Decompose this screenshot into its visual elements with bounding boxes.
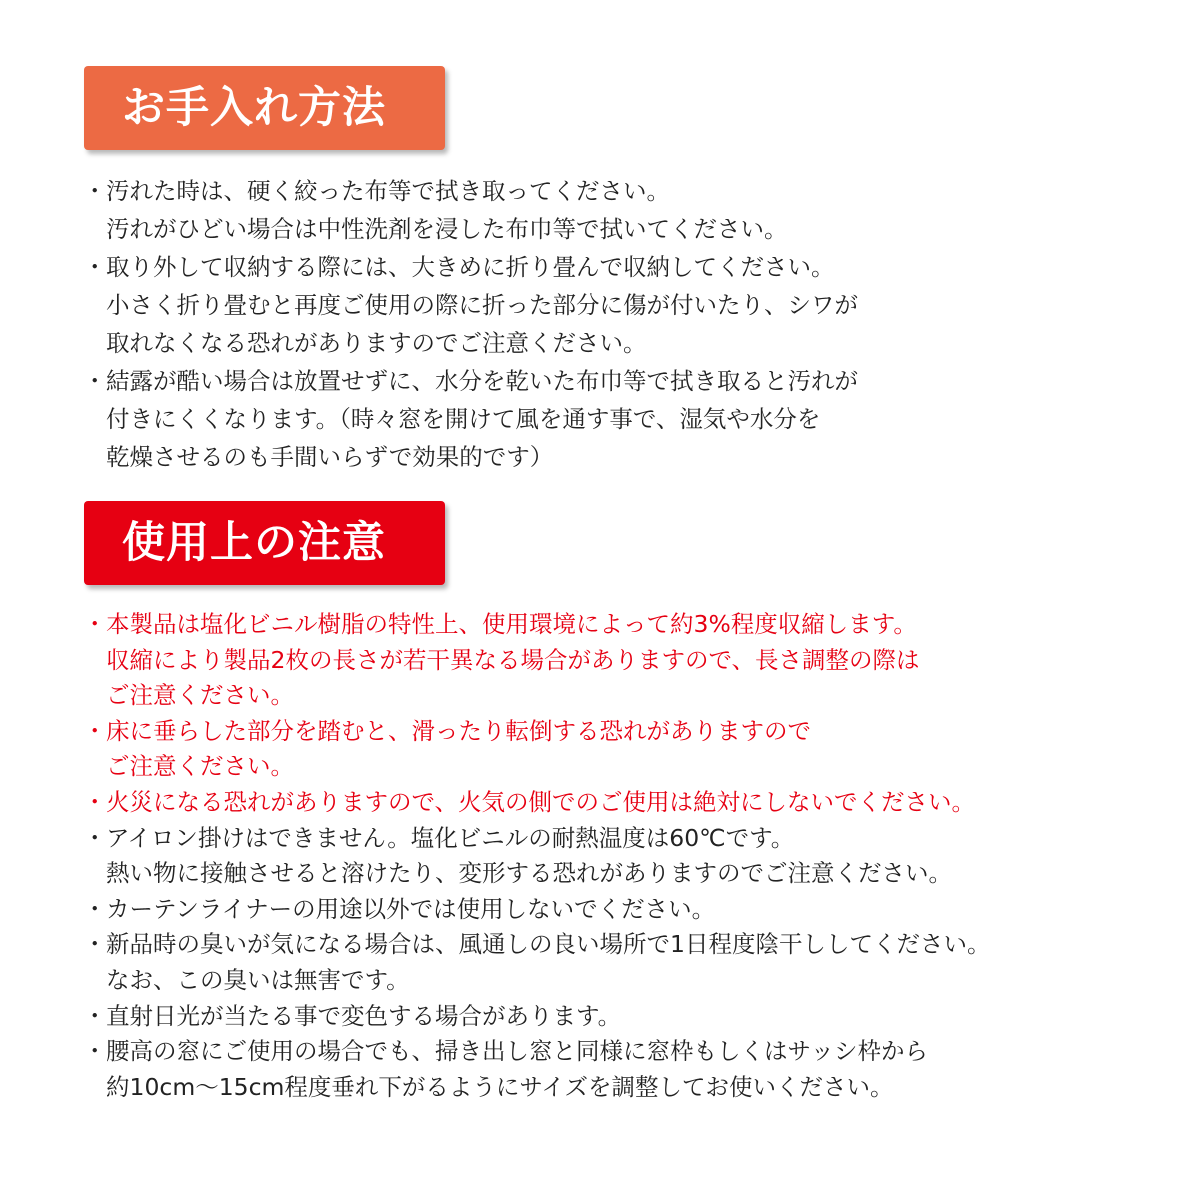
bullet-mark: ・ [83,894,107,923]
caution-item-line: 約10cm〜15cm程度垂れ下がるようにサイズを調整してお使いください。 [106,1072,894,1101]
care-item-line: 取れなくなる恐れがありますのでご注意ください。 [106,329,647,357]
care-item-line: 付きにくくなります。（時々窓を開けて風を通す事で、湿気や水分を [106,405,821,433]
caution-item [80,892,990,928]
caution-item [80,999,990,1035]
care-instructions-heading: お手入れ方法 [84,66,445,150]
bullet-mark: ・ [83,716,107,745]
care-item-line: 汚れた時は、硬く絞った布等で拭き取ってください。 [106,177,670,205]
usage-cautions-heading: 使用上の注意 [84,501,445,585]
caution-item-line: 腰高の窓にご使用の場合でも、掃き出し窓と同様に窓枠もしくはサッシ枠から [106,1037,929,1066]
bullet-mark: ・ [83,823,107,852]
bullet-mark: ・ [83,253,107,281]
caution-item-line: ご注意ください。 [106,752,294,781]
caution-item-line: 本製品は塩化ビニル樹脂の特性上、使用環境によって約3%程度収縮します。 [106,610,917,638]
caution-item-line: 熱い物に接触させると溶けたり、変形する恐れがありますのでご注意ください。 [106,859,952,888]
bullet-mark: ・ [83,610,107,638]
caution-item [80,607,990,714]
caution-item [80,785,990,821]
caution-item [80,714,990,785]
caution-item [80,821,990,892]
caution-item-line: なお、この臭いは無害です。 [106,965,410,994]
caution-item-line: 床に垂らした部分を踏むと、滑ったり転倒する恐れがありますので [106,716,811,745]
care-instructions-list [80,172,858,476]
usage-cautions-list [80,607,990,1105]
bullet-mark: ・ [83,930,107,959]
caution-item-line: 新品時の臭いが気になる場合は、風通しの良い場所で1日程度陰干ししてください。 [106,930,991,959]
bullet-mark: ・ [83,1001,107,1030]
caution-item-line: 直射日光が当たる事で変色する場合があります。 [106,1001,622,1030]
care-item [80,172,858,248]
caution-item-line: ご注意ください。 [106,681,294,710]
care-item [80,248,858,362]
care-item-line: 汚れがひどい場合は中性洗剤を浸した布巾等で拭いてください。 [106,215,788,243]
care-item [80,362,858,476]
care-item-line: 乾燥させるのも手間いらずで効果的です） [106,443,554,471]
bullet-mark: ・ [83,177,107,205]
bullet-mark: ・ [83,787,107,816]
caution-item [80,1034,990,1105]
caution-item-line: 収縮により製品2枚の長さが若干異なる場合がありますので、長さ調整の際は [106,645,920,674]
caution-item-line: カーテンライナーの用途以外では使用しないでください。 [106,894,716,923]
care-item-line: 取り外して収納する際には、大きめに折り畳んで収納してください。 [106,253,835,281]
care-item-line: 小さく折り畳むと再度ご使用の際に折った部分に傷が付いたり、シワが [106,291,858,319]
caution-item [80,927,990,998]
caution-item-line: 火災になる恐れがありますので、火気の側でのご使用は絶対にしないでください。 [106,787,976,816]
care-item-line: 結露が酷い場合は放置せずに、水分を乾いた布巾等で拭き取ると汚れが [106,367,858,395]
bullet-mark: ・ [83,367,107,395]
bullet-mark: ・ [83,1037,107,1066]
caution-item-line: アイロン掛けはできません。塩化ビニルの耐熱温度は60℃です。 [106,823,795,852]
